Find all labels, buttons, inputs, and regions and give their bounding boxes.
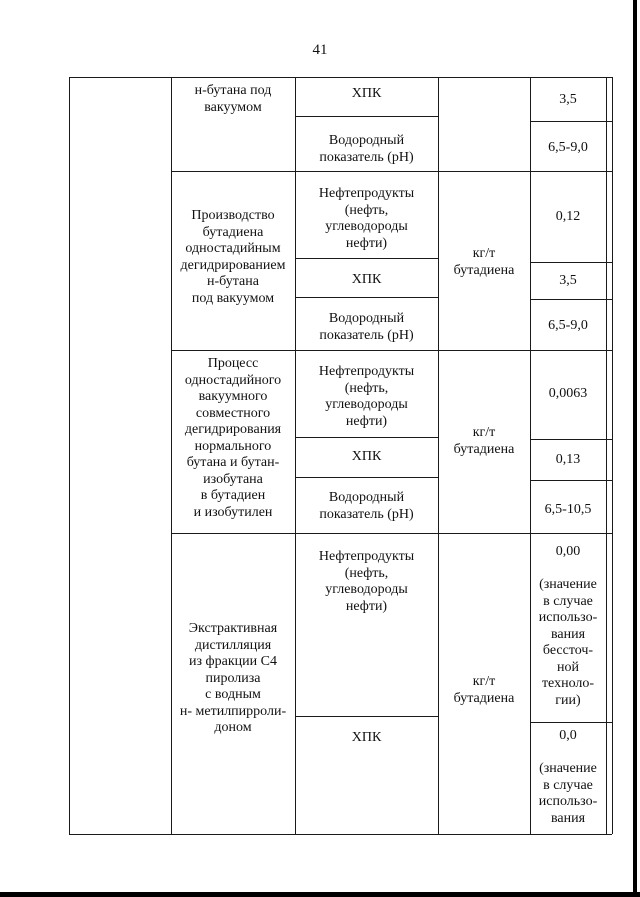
value-cell-line: 0,00 bbox=[555, 544, 581, 559]
unit-cell bbox=[440, 246, 528, 279]
pollutant-cell-line: показатель (рН) bbox=[319, 327, 414, 343]
pollutant-cell bbox=[297, 730, 436, 747]
process-cell bbox=[173, 621, 293, 737]
value-divider bbox=[530, 262, 612, 263]
process-cell-line: дегидрирования bbox=[184, 422, 282, 437]
process-cell bbox=[173, 208, 293, 307]
process-cell-line: нормального bbox=[194, 438, 272, 454]
value-divider bbox=[530, 722, 612, 723]
process-cell-line: одностадийного bbox=[184, 372, 282, 388]
process-cell-line: одностадийным bbox=[185, 241, 281, 256]
unit-cell bbox=[440, 425, 528, 458]
pollutant-cell-line: ХПК bbox=[351, 86, 382, 101]
pollutant-cell-line: ХПК bbox=[351, 730, 382, 745]
pollutant-cell-line: нефти) bbox=[345, 598, 388, 614]
value-cell-line: 0,0 bbox=[559, 728, 577, 743]
pollutant-cell-line: ХПК bbox=[351, 449, 382, 464]
value-cell-line bbox=[532, 561, 604, 578]
value-cell-line: вания bbox=[550, 810, 586, 826]
unit-cell-line: кг/т bbox=[472, 674, 496, 689]
unit-cell-line: бутадиена bbox=[453, 262, 515, 278]
value-cell-line: 3,5 bbox=[559, 273, 577, 288]
value-cell bbox=[532, 273, 604, 290]
value-divider bbox=[530, 299, 612, 300]
table-border-bottom bbox=[69, 834, 612, 835]
value-cell-line: бессточ- bbox=[542, 643, 594, 658]
page-number: 41 bbox=[312, 42, 328, 58]
column-divider bbox=[612, 77, 613, 834]
process-cell-line: и изобутилен bbox=[193, 504, 273, 520]
value-cell bbox=[532, 318, 604, 335]
value-cell-line: вания bbox=[550, 626, 586, 642]
column-divider bbox=[438, 77, 439, 834]
value-cell-line: техноло- bbox=[541, 676, 595, 691]
process-cell-line: пиролиза bbox=[205, 670, 261, 686]
value-cell bbox=[532, 502, 604, 519]
pollutant-cell bbox=[297, 490, 436, 523]
pollutant-cell-line: (нефть, bbox=[344, 202, 389, 218]
value-cell bbox=[532, 544, 604, 709]
value-cell-line: в случае bbox=[543, 593, 593, 609]
pollutant-cell-line: нефти) bbox=[345, 235, 388, 251]
pollutant-cell bbox=[297, 133, 436, 166]
unit-cell-line: кг/т bbox=[472, 425, 496, 440]
pollutant-cell bbox=[297, 86, 436, 103]
process-cell bbox=[173, 83, 293, 116]
column-divider bbox=[171, 77, 172, 834]
process-cell-line: Процесс bbox=[207, 356, 259, 371]
value-cell bbox=[532, 209, 604, 226]
value-cell bbox=[532, 140, 604, 157]
process-cell-line: доном bbox=[214, 720, 252, 735]
process-cell-line: вакуумного bbox=[198, 389, 268, 404]
column-divider bbox=[69, 77, 70, 834]
process-cell-line: Производство bbox=[191, 208, 275, 223]
column-divider bbox=[530, 77, 531, 834]
pollutant-cell-line: Нефтепродукты bbox=[318, 549, 415, 564]
pollutant-cell bbox=[297, 311, 436, 344]
item-divider bbox=[295, 297, 438, 298]
process-cell-line: дистилляция bbox=[194, 637, 272, 653]
process-cell-line: под вакуумом bbox=[191, 290, 275, 306]
process-cell-line: н-бутана bbox=[207, 274, 259, 289]
process-cell bbox=[173, 356, 293, 521]
value-cell bbox=[532, 728, 604, 827]
value-cell-line: 3,5 bbox=[559, 92, 577, 107]
process-cell-line: изобутана bbox=[203, 471, 263, 487]
value-cell bbox=[532, 92, 604, 109]
item-divider bbox=[295, 258, 438, 259]
unit-cell-line: бутадиена bbox=[453, 690, 515, 706]
value-cell-line: 0,13 bbox=[555, 452, 581, 467]
item-divider bbox=[295, 116, 438, 117]
item-divider bbox=[295, 716, 438, 717]
column-divider bbox=[606, 77, 607, 834]
pollutant-cell-line: углеводороды bbox=[325, 397, 408, 412]
process-cell-line: н- метилпирроли- bbox=[179, 703, 287, 719]
process-cell-line: совместного bbox=[195, 405, 271, 421]
value-cell-line: 6,5-10,5 bbox=[544, 502, 592, 517]
value-cell-line: в случае bbox=[543, 777, 593, 793]
process-cell-line: бутадиена bbox=[202, 224, 264, 240]
process-cell-line: с водным bbox=[205, 687, 261, 702]
value-cell-line: (значение bbox=[539, 577, 597, 592]
value-cell-line: использо- bbox=[538, 610, 598, 625]
pollutant-cell-line: (нефть, bbox=[344, 565, 389, 581]
row-divider bbox=[171, 350, 612, 351]
value-cell-line: 6,5-9,0 bbox=[548, 318, 588, 333]
item-divider bbox=[295, 437, 438, 438]
value-cell-line: 6,5-9,0 bbox=[548, 140, 588, 155]
pollutant-cell bbox=[297, 549, 436, 615]
process-cell-line: бутана и бутан- bbox=[186, 455, 280, 470]
pollutant-cell-line: Водородный bbox=[328, 311, 405, 326]
unit-cell-line: бутадиена bbox=[453, 441, 515, 457]
process-cell-line: из фракции С4 bbox=[189, 654, 277, 669]
row-divider bbox=[171, 533, 612, 534]
item-divider bbox=[295, 171, 438, 172]
pollutant-cell-line: показатель (рН) bbox=[319, 506, 414, 522]
pollutant-cell-line: нефти) bbox=[345, 413, 388, 429]
pollutant-cell bbox=[297, 272, 436, 289]
value-divider bbox=[530, 439, 612, 440]
value-cell-line: 0,0063 bbox=[548, 386, 588, 401]
value-divider bbox=[530, 480, 612, 481]
pollutant-cell-line: показатель (рН) bbox=[319, 149, 414, 165]
pollutant-cell-line: ХПК bbox=[351, 272, 382, 287]
pollutant-cell-line: Водородный bbox=[328, 133, 405, 148]
value-cell bbox=[532, 386, 604, 403]
pollutant-cell bbox=[297, 186, 436, 252]
pollutant-cell-line: углеводороды bbox=[325, 582, 408, 597]
pollutant-cell bbox=[297, 449, 436, 466]
pollutant-cell-line: Нефтепродукты bbox=[318, 364, 415, 379]
process-cell-line: дегидрированием bbox=[180, 257, 286, 273]
value-cell-line: 0,12 bbox=[555, 209, 581, 224]
item-divider bbox=[295, 477, 438, 478]
value-cell-line: (значение bbox=[539, 761, 597, 776]
value-cell-line: использо- bbox=[538, 794, 598, 809]
process-cell-line: в бутадиен bbox=[200, 488, 266, 503]
column-divider bbox=[295, 77, 296, 834]
pollutant-cell-line: углеводороды bbox=[325, 219, 408, 234]
process-cell-line: вакуумом bbox=[204, 99, 262, 115]
pollutant-cell-line: (нефть, bbox=[344, 380, 389, 396]
value-cell-line: ной bbox=[557, 659, 579, 675]
pollutant-cell-line: Нефтепродукты bbox=[318, 186, 415, 201]
pollutant-cell-line: Водородный bbox=[328, 490, 405, 505]
value-cell-line: гии) bbox=[555, 692, 581, 708]
process-cell-line: н-бутана под bbox=[194, 83, 272, 98]
value-cell bbox=[532, 452, 604, 469]
value-cell-line bbox=[532, 745, 604, 762]
unit-cell bbox=[440, 674, 528, 707]
process-cell-line: Экстрактивная bbox=[188, 621, 278, 636]
pollutant-cell bbox=[297, 364, 436, 430]
value-divider bbox=[530, 121, 612, 122]
unit-cell-line: кг/т bbox=[472, 246, 496, 261]
